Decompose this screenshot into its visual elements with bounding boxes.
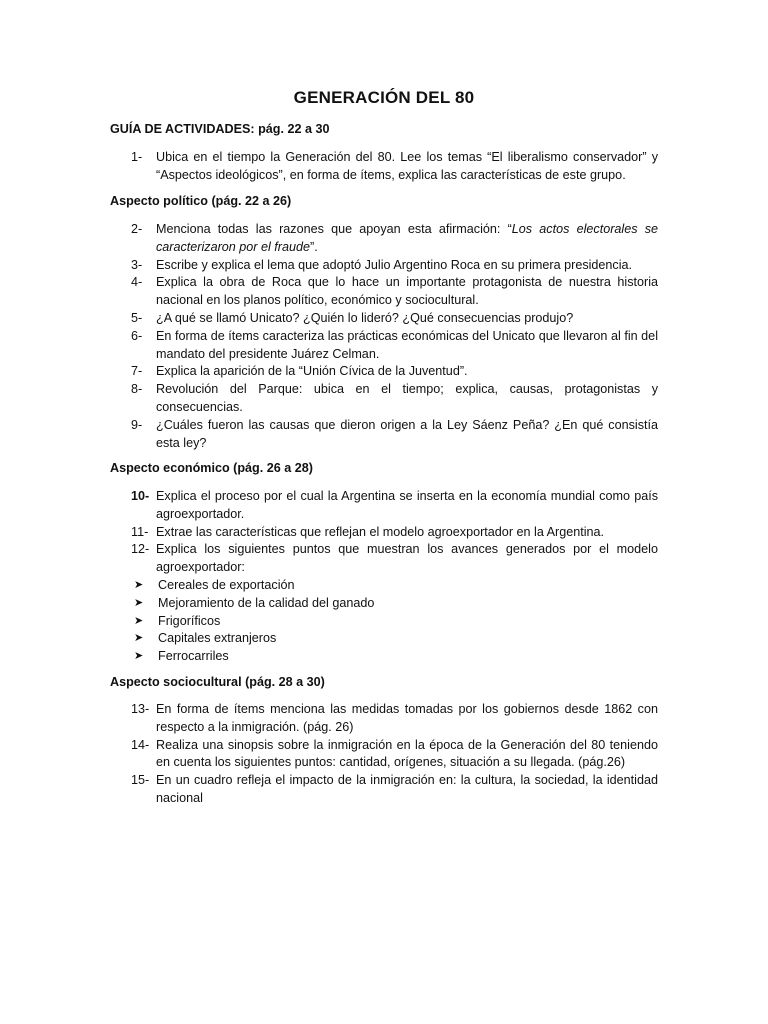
item-text: Ubica en el tiempo la Generación del 80. Lee los temas “El liberalismo conservador” y “Aspectos ideológicos”, en forma de ítems, explica las características de este grupo.	[156, 150, 658, 182]
item-text: Realiza una sinopsis sobre la inmigración en la época de la Generación del 80 teniendo en cuenta los siguientes puntos: cantidad, orígenes, situación a su llegada. (pág.26)	[156, 737, 658, 770]
list-item	[110, 149, 658, 185]
bullet-text: Capitales extranjeros	[158, 631, 277, 646]
item-text-italic-quote: Los actos electorales se caracterizaron por el fraude	[156, 222, 658, 254]
bullet-item	[110, 613, 658, 631]
item-text: Explica el proceso por el cual la Argentina se inserta en la economía mundial como país agroexportador.	[156, 489, 658, 521]
list-item	[110, 417, 658, 453]
list-item	[110, 772, 658, 808]
bullet-item	[110, 595, 658, 613]
bullet-text: Frigoríficos	[158, 613, 221, 628]
bullet-text: Mejoramiento de la calidad del ganado	[158, 595, 375, 610]
item-number: 3-	[131, 257, 143, 272]
list-item	[110, 328, 658, 364]
item-text: ¿A qué se llamó Unicato? ¿Quién lo lideró? ¿Qué consecuencias produjo?	[156, 310, 574, 325]
item-text: Extrae las características que reflejan el modelo agroexportador en la Argentina.	[156, 524, 605, 539]
list-item	[110, 701, 658, 737]
section-heading-political: Aspecto político (pág. 22 a 26)	[110, 194, 292, 208]
list-item	[110, 737, 658, 773]
list-item	[110, 488, 658, 524]
list-item	[110, 257, 658, 275]
item-number: 14-	[131, 737, 150, 752]
list-item	[110, 274, 658, 310]
item-number: 10-	[131, 489, 150, 503]
item-number: 4-	[131, 275, 143, 290]
item-text: Explica la obra de Roca que lo hace un importante protagonista de nuestra historia nacional en los planos político, económico y sociocultural.	[156, 275, 658, 308]
list-item	[110, 524, 658, 542]
bullet-text: Ferrocarriles	[158, 649, 229, 664]
sociocultural-list	[110, 701, 658, 808]
arrowhead-bullet-icon: ➤	[134, 596, 144, 609]
item-text	[156, 221, 658, 257]
item-text: Revolución del Parque: ubica en el tiempo; explica, causas, protagonistas y consecuencias.	[156, 382, 658, 414]
arrowhead-bullet-icon: ➤	[134, 614, 144, 627]
intro-list	[110, 149, 658, 185]
item-number: 9-	[131, 417, 143, 432]
arrowhead-bullet-icon: ➤	[134, 578, 144, 591]
item-text: Explica los siguientes puntos que muestran los avances generados por el modelo agroexportador:	[156, 542, 658, 575]
political-list	[110, 221, 658, 452]
list-item	[110, 381, 658, 417]
item-number: 2-	[131, 222, 143, 236]
item-number: 5-	[131, 310, 143, 325]
item-text: ¿Cuáles fueron las causas que dieron origen a la Ley Sáenz Peña? ¿En qué consistía esta ley?	[156, 417, 658, 450]
item-text: En forma de ítems caracteriza las prácticas económicas del Unicato que llevaron al fin del mandato del presidente Juárez Celman.	[156, 328, 658, 361]
item-number: 13-	[131, 702, 150, 716]
page-title: GENERACIÓN DEL 80	[293, 88, 475, 107]
item-text: En un cuadro refleja el impacto de la inmigración en: la cultura, la sociedad, la identidad nacional	[156, 773, 658, 805]
bullet-item	[110, 648, 658, 666]
item-number: 11-	[131, 524, 149, 539]
item-text: En forma de ítems menciona las medidas tomadas por los gobiernos desde 1862 con respecto a la inmigración. (pág. 26)	[156, 702, 658, 734]
guide-heading: GUÍA DE ACTIVIDADES: pág. 22 a 30	[110, 122, 330, 136]
section-heading-sociocultural: Aspecto sociocultural (pág. 28 a 30)	[110, 675, 325, 689]
economic-list	[110, 488, 658, 666]
item-text-before: Menciona todas las razones que apoyan esta afirmación: “	[156, 222, 512, 236]
list-item	[110, 363, 658, 381]
item-number: 8-	[131, 382, 143, 397]
item-text: Escribe y explica el lema que adoptó Julio Argentino Roca en su primera presidencia.	[156, 257, 633, 272]
bullet-text: Cereales de exportación	[158, 577, 295, 592]
item-number: 1-	[131, 150, 143, 164]
item-number: 6-	[131, 328, 143, 343]
item-number: 12-	[131, 542, 150, 557]
item-text-after: ”.	[310, 239, 318, 254]
arrowhead-bullet-icon: ➤	[134, 650, 144, 663]
item-number: 7-	[131, 364, 143, 379]
list-item	[110, 541, 658, 577]
bullet-item	[110, 630, 658, 648]
item-number: 15-	[131, 773, 150, 788]
arrowhead-bullet-icon: ➤	[134, 632, 144, 645]
item-text: Explica la aparición de la “Unión Cívica de la Juventud”.	[156, 364, 468, 379]
list-item	[110, 221, 658, 257]
list-item	[110, 310, 658, 328]
section-heading-economic: Aspecto económico (pág. 26 a 28)	[110, 461, 313, 475]
bullet-item	[110, 577, 658, 595]
